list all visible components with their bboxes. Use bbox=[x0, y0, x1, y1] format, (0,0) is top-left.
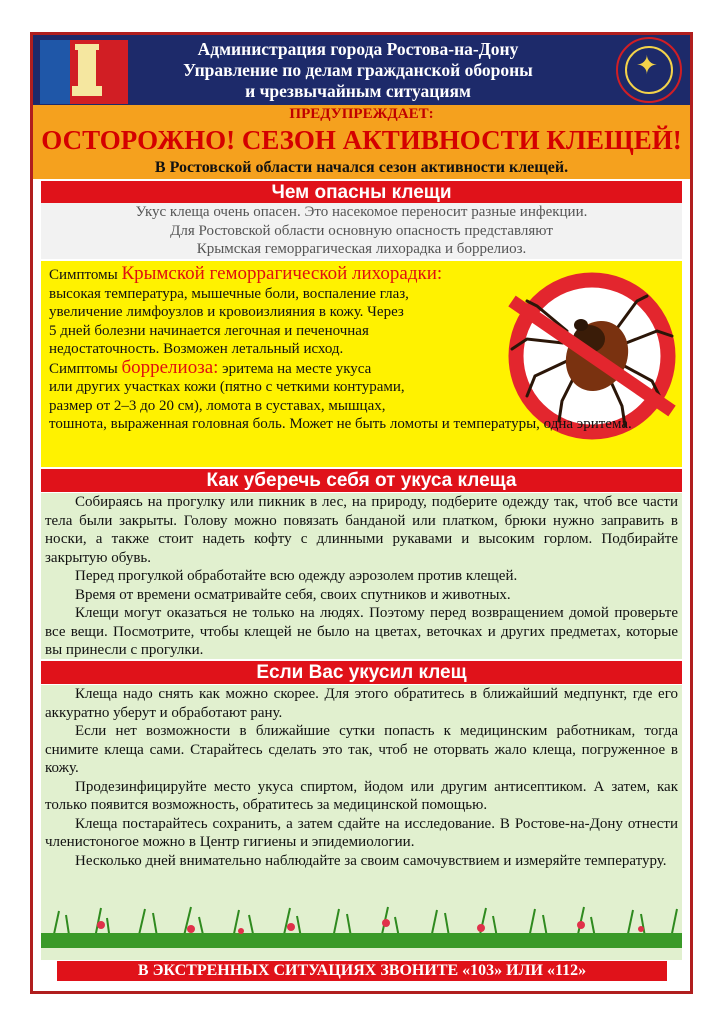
cchf-disease-name: Крымской геморрагической лихорадки: bbox=[121, 263, 443, 284]
warning-title: ОСТОРОЖНО! СЕЗОН АКТИВНОСТИ КЛЕЩЕЙ! bbox=[33, 123, 690, 157]
section-heading-danger: Чем опасны клещи bbox=[41, 181, 682, 204]
header-banner bbox=[33, 35, 690, 105]
section-heading-protect: Как уберечь себя от укуса клеща bbox=[41, 469, 682, 492]
rostov-coat-of-arms-icon bbox=[39, 39, 129, 105]
intro-line-3: Крымская геморрагическая лихорадка и боррелиоз. bbox=[196, 241, 527, 257]
section-heading-bitten: Если Вас укусил клещ bbox=[41, 661, 682, 684]
header-title bbox=[143, 39, 573, 102]
bitten-paragraph-4: Клеща постарайтесь сохранить, а затем сдайте на исследование. В Ростове-на-Дону отнести членистоногое можно в Центр гигиены и эпидемиологии. bbox=[45, 815, 678, 850]
bitten-paragraph-2: Если нет возможности в ближайшие сутки попасть к медицинским работникам, тогда снимите клеща сами. Старайтесь сделать это так, чтоб не оторвать жало клеща, погруженное в кожу. bbox=[45, 723, 678, 776]
intro-line-1: Укус клеща очень опасен. Это насекомое переносит разные инфекции. bbox=[135, 204, 588, 220]
symptoms-block bbox=[41, 261, 682, 467]
symptoms-text bbox=[49, 265, 674, 434]
intro-line-2: Для Ростовской области основную опасность представляют bbox=[170, 222, 553, 239]
protect-block bbox=[41, 493, 682, 659]
symptoms-borreliosis-heading: Симптомы боррелиоза: эритема на месте укуса bbox=[49, 356, 372, 378]
protect-paragraph-4: Клещи могут оказаться не только на людях. Поэтому перед возвращением домой проверьте все вещи. Посмотрите, чтобы клещей не было на цветах, веточках и других предметах, которые вы принесли с прогулки. bbox=[45, 605, 678, 658]
warning-pre: ПРЕДУПРЕЖДАЕТ: bbox=[33, 105, 690, 123]
cchf-line-1: высокая температура, мышечные боли, воспаление глаз, bbox=[49, 285, 409, 302]
bitten-paragraph-3: Продезинфицируйте место укуса спиртом, йодом или другим антисептиком. А затем, как только появится возможность, обратитесь за медицинской помощью. bbox=[45, 778, 678, 813]
grass-flowers-decoration bbox=[41, 903, 682, 948]
borreliosis-line-1: или других участках кожи (пятно с четкими контурами, bbox=[49, 379, 405, 395]
header-line-2: Управление по делам гражданской обороны bbox=[183, 60, 533, 80]
symptoms-cchf-heading: Симптомы Крымской геморрагической лихорадки: bbox=[49, 263, 443, 284]
header-line-1: Администрация города Ростова-на-Дону bbox=[197, 39, 519, 59]
cchf-line-2: увеличение лимфоузлов и кровоизлияния в кожу. Через bbox=[49, 304, 404, 320]
protect-paragraph-2: Перед прогулкой обработайте всю одежду аэрозолем против клещей. bbox=[75, 568, 518, 584]
cchf-line-3: 5 дней болезни начинается легочная и печеночная bbox=[49, 322, 369, 339]
emergency-service-emblem-icon: ✦ bbox=[616, 37, 682, 103]
danger-intro bbox=[41, 203, 682, 259]
bitten-paragraph-1: Клеща надо снять как можно скорее. Для этого обратитесь в ближайший медпункт, где его аккуратно уберут и обработают рану. bbox=[45, 686, 678, 721]
protect-paragraph-1: Собираясь на прогулку или пикник в лес, на природу, подберите одежду так, чтоб все части тела были закрыты. Голову можно повязать банданой или платком, брюки нужно заправить в носки, а также стоит надеть кофту с длинными рукавами и высоким горлом. Подбирайте закрытую обувь. bbox=[45, 494, 678, 566]
bitten-paragraph-5: Несколько дней внимательно наблюдайте за своим самочувствием и измеряйте температуру. bbox=[75, 852, 667, 869]
borreliosis-line-2: размер от 2–3 до 20 см), ломота в суставах, мышцах, bbox=[49, 397, 386, 414]
warning-subtitle: В Ростовской области начался сезон активности клещей. bbox=[33, 157, 690, 179]
header-line-3: и чрезвычайным ситуациям bbox=[245, 81, 471, 101]
poster-frame bbox=[30, 32, 693, 994]
borreliosis-disease-name: боррелиоза: bbox=[121, 356, 219, 378]
cchf-line-4: недостаточность. Возможен летальный исход. bbox=[49, 341, 344, 357]
protect-paragraph-3: Время от времени осматривайте себя, своих спутников и животных. bbox=[75, 586, 511, 603]
borreliosis-line-3: тошнота, выраженная головная боль. Может не быть ломоты и температуры, одна эритема. bbox=[49, 416, 632, 432]
emergency-footer: В ЭКСТРЕННЫХ СИТУАЦИЯХ ЗВОНИТЕ «103» ИЛИ «112» bbox=[57, 961, 667, 981]
